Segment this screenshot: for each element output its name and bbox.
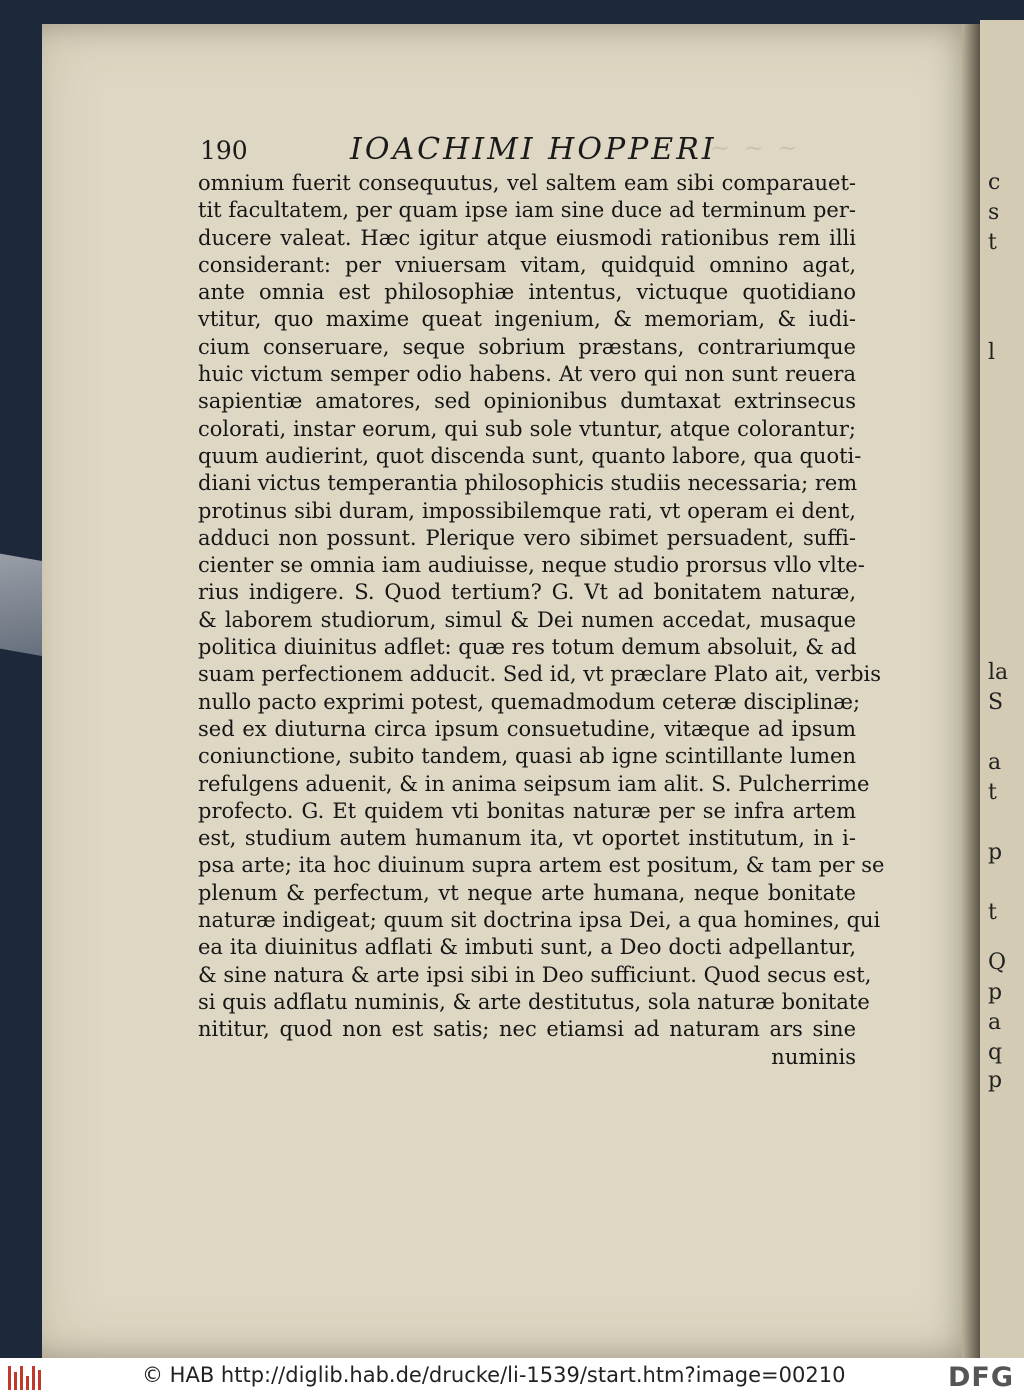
text-line: & laborem studiorum, simul & Dei numen accedat, musaque (198, 607, 856, 632)
facing-page-fragment: t (988, 780, 997, 805)
text-line: plenum & perfectum, vt neque arte humana, neque bonitate (198, 880, 856, 905)
text-line: vtitur, quo maxime queat ingenium, & memoriam, & iudi- (198, 307, 856, 332)
text-line: psa arte; ita hoc diuinum supra artem est positum, & tam per se (198, 853, 885, 878)
text-line: rius indigere. S. Quod tertium? G. Vt ad bonitatem naturæ, (198, 580, 856, 605)
bleed-through-ornament: ~ ~ ~ (710, 134, 801, 162)
book-gutter (962, 24, 980, 1358)
facing-page-fragment: c (988, 170, 1001, 195)
facing-page-fragment: la (988, 660, 1009, 685)
text-line: quum audierint, quot discenda sunt, quanto labore, qua quoti- (198, 443, 862, 468)
text-line: naturæ indigeat; quum sit doctrina ipsa Dei, a qua homines, qui (198, 908, 881, 933)
text-line: ducere valeat. Hæc igitur atque eiusmodi rationibus rem illi (198, 225, 856, 250)
text-line: protinus sibi duram, impossibilemque rati, vt operam ei dent, (198, 498, 856, 523)
catchword: numinis (771, 1044, 856, 1069)
page-number: 190 (200, 136, 248, 165)
facing-page-fragment: s (988, 200, 1000, 225)
text-line: omnium fuerit consequutus, vel saltem eam sibi comparauet- (198, 171, 856, 195)
text-line: cium conseruare, seque sobrium præstans, contrariumque (198, 334, 856, 359)
text-line: sed ex diuturna circa ipsum consuetudine, vitæque ad ipsum (198, 716, 856, 741)
page-header (200, 132, 860, 168)
facing-page-edge (980, 20, 1024, 1358)
viewer-footer (0, 1358, 1024, 1399)
facing-page-fragment: Q (988, 950, 1007, 975)
dfg-logo: DFG (947, 1362, 1014, 1393)
text-line: nullo pacto exprimi potest, quemadmodum ceteræ disciplinæ; (198, 689, 861, 714)
facing-page-fragment: S (988, 690, 1004, 715)
text-line: huic victum semper odio habens. At vero qui non sunt reuera (198, 362, 856, 387)
text-line: adduci non possunt. Plerique vero sibimet persuadent, suffi- (198, 525, 856, 550)
body-text (198, 170, 885, 1071)
facing-page-fragment: t (988, 900, 997, 925)
text-line: suam perfectionem adducit. Sed id, vt præclare Plato ait, verbis (198, 662, 882, 687)
facing-page-fragment: q (988, 1040, 1003, 1065)
text-line: politica diuinitus adflet: quæ res totum demum absoluit, & ad (198, 635, 857, 660)
text-line: est, studium autem humanum ita, vt oportet institutum, in i- (198, 826, 856, 851)
facing-page-fragment: p (988, 980, 1003, 1005)
facing-page-fragment: a (988, 750, 1002, 775)
text-line: ea ita diuinitus adflati & imbuti sunt, a Deo docti adpellantur, (198, 935, 856, 960)
copyright-link[interactable]: © HAB http://diglib.hab.de/drucke/li-1539/start.htm?image=00210 (142, 1363, 846, 1387)
running-title: IOACHIMI HOPPERI (350, 132, 717, 167)
text-line: refulgens aduenit, & in anima seipsum iam alit. S. Pulcherrime (198, 771, 870, 796)
text-line: nititur, quod non est satis; nec etiamsi ad naturam ars sine (198, 1017, 856, 1042)
text-line: & sine natura & arte ipsi sibi in Deo sufficiunt. Quod secus est, (198, 962, 872, 987)
text-line: coniunctione, subito tandem, quasi ab igne scintillante lumen (198, 744, 856, 769)
text-line: profecto. G. Et quidem vti bonitas naturæ per se infra artem (198, 798, 856, 823)
facing-page-fragment: l (988, 340, 996, 365)
text-line: diani victus temperantia philosophicis studiis necessaria; rem (198, 471, 858, 496)
text-line: tit facultatem, per quam ipse iam sine duce ad terminum per- (198, 198, 856, 223)
facing-page-fragment: t (988, 230, 997, 255)
facing-page-fragment: p (988, 1068, 1003, 1093)
facing-page-fragment: a (988, 1010, 1002, 1035)
hab-logo-icon (8, 1364, 42, 1392)
text-line: considerant: per vniuersam vitam, quidquid omnino agat, (198, 252, 856, 277)
text-line: sapientiæ amatores, sed opinionibus dumtaxat extrinsecus (198, 389, 856, 414)
text-line: ante omnia est philosophiæ intentus, victuque quotidiano (198, 280, 856, 305)
text-line: colorati, instar eorum, qui sub sole vtuntur, atque colorantur; (198, 416, 856, 441)
facing-page-fragment: p (988, 840, 1003, 865)
text-line: cienter se omnia iam audiuisse, neque studio prorsus vllo vlte- (198, 553, 865, 578)
text-line: si quis adflatu numinis, & arte destitutus, sola naturæ bonitate (198, 989, 870, 1014)
